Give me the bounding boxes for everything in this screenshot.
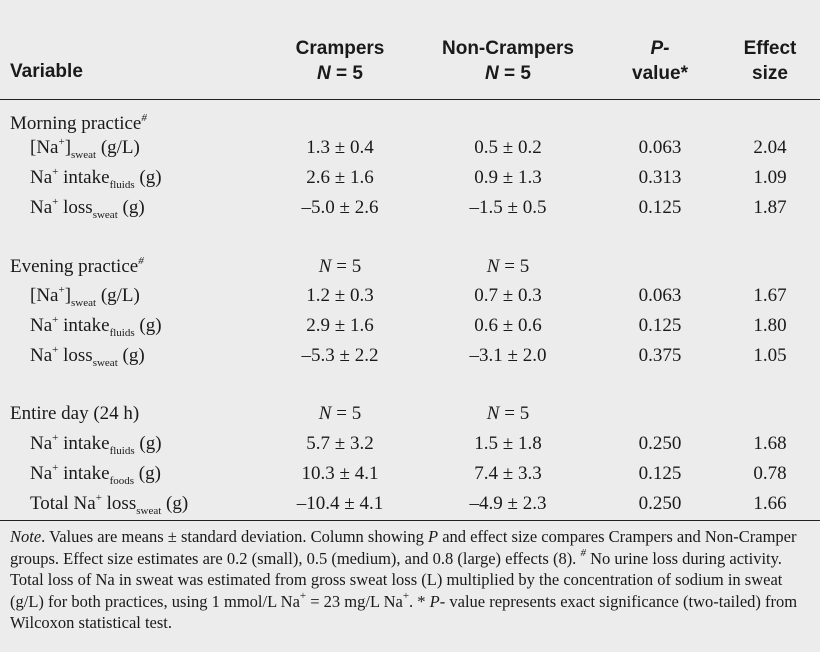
header-noncrampers-title: Non-Crampers (442, 38, 574, 59)
section-label: Entire day (24 h) (10, 403, 140, 424)
row-label: $[Na^+]_{sweat}$ (g/L) (30, 284, 140, 309)
cell-noncrampers: 0.5 ± 0.2 (474, 137, 542, 158)
cell-effect-size: 1.09 (753, 167, 787, 188)
table-row (0, 193, 820, 223)
header-noncrampers-n: N = 5 (485, 63, 531, 84)
cell-noncrampers: –4.9 ± 2.3 (469, 493, 547, 514)
cell-pvalue: 0.063 (638, 137, 682, 158)
cell-noncrampers: 0.6 ± 0.6 (474, 315, 542, 336)
cell-effect-size: 1.67 (753, 285, 787, 306)
cell-crampers: –10.4 ± 4.1 (296, 493, 384, 514)
table-row (0, 311, 820, 341)
cell-effect-size: 0.78 (753, 463, 787, 484)
n-crampers: N = 5 (318, 403, 362, 424)
table-row (0, 459, 820, 489)
n-crampers: N = 5 (318, 256, 362, 277)
cell-effect-size: 1.68 (753, 433, 787, 454)
cell-crampers: 1.2 ± 0.3 (306, 285, 374, 306)
cell-pvalue: 0.125 (638, 315, 682, 336)
table-row (0, 133, 820, 163)
cell-noncrampers: 0.7 ± 0.3 (474, 285, 542, 306)
cell-crampers: –5.3 ± 2.2 (301, 345, 379, 366)
row-label: Na+ intake$_{fluids}$ (g) (30, 432, 162, 457)
row-label: Na+ intake$_{fluids}$ (g) (30, 314, 162, 339)
row-label: Na+ loss$_{sweat}$ (g) (30, 196, 145, 221)
header-effect-size (722, 36, 818, 86)
header-crampers (252, 36, 428, 86)
cell-crampers: –5.0 ± 2.6 (301, 197, 379, 218)
table-row (0, 489, 820, 519)
header-noncrampers (420, 36, 596, 86)
row-label: Na+ loss$_{sweat}$ (g) (30, 344, 145, 369)
section-label: Evening practice# (10, 255, 144, 277)
row-label: Total Na+ loss$_{sweat}$ (g) (30, 492, 189, 517)
cell-pvalue: 0.125 (638, 197, 682, 218)
table-row (0, 429, 820, 459)
n-noncrampers: N = 5 (486, 403, 530, 424)
cell-crampers: 2.9 ± 1.6 (306, 315, 374, 336)
section-evening (0, 252, 820, 282)
cell-noncrampers: 1.5 ± 1.8 (474, 433, 542, 454)
header-variable: Variable (10, 61, 83, 82)
cell-noncrampers: 7.4 ± 3.3 (474, 463, 542, 484)
header-crampers-n: N = 5 (317, 63, 363, 84)
cell-effect-size: 2.04 (753, 137, 787, 158)
header-p-sub: value* (632, 63, 688, 84)
section-entire-day (0, 399, 820, 429)
cell-crampers: 2.6 ± 1.6 (306, 167, 374, 188)
cell-crampers: 1.3 ± 0.4 (306, 137, 374, 158)
cell-pvalue: 0.250 (638, 493, 682, 514)
cell-effect-size: 1.87 (753, 197, 787, 218)
table-row (0, 163, 820, 193)
header-es-title: Effect (743, 38, 797, 59)
header-p-title: P- (650, 38, 670, 59)
header-crampers-title: Crampers (295, 38, 385, 59)
row-label: Na+ intake$_{foods}$ (g) (30, 462, 161, 487)
cell-pvalue: 0.375 (638, 345, 682, 366)
cell-effect-size: 1.80 (753, 315, 787, 336)
cell-pvalue: 0.313 (638, 167, 682, 188)
cell-pvalue: 0.250 (638, 433, 682, 454)
footer-rule (0, 520, 820, 521)
header-rule (0, 99, 820, 100)
cell-noncrampers: –3.1 ± 2.0 (469, 345, 547, 366)
cell-noncrampers: –1.5 ± 0.5 (469, 197, 547, 218)
cell-pvalue: 0.125 (638, 463, 682, 484)
cell-crampers: 5.7 ± 3.2 (306, 433, 374, 454)
row-label: $[Na^+]_{sweat}$ (g/L) (30, 136, 140, 161)
cell-noncrampers: 0.9 ± 1.3 (474, 167, 542, 188)
cell-pvalue: 0.063 (638, 285, 682, 306)
table-row (0, 341, 820, 371)
section-label: Morning practice# (10, 112, 147, 134)
table-note: Note. Values are means ± standard deviation. Column showing P and effect size compares Crampers and Non-Cramper groups. Effect size estimates are 0.2 (small), 0.5 (medium), and 0.8 (large) effects (8). # No urine loss during activity. Total loss of Na in sweat was estimated from gross sweat loss (L) multiplied by the concentration of sodium in sweat (g/L) for both practices, using 1 mmol/L Na+ = 23 mg/L Na+. * P- value represents exact significance (two-tailed) from Wilcoxon statistical test. (10, 527, 798, 632)
table-row (0, 281, 820, 311)
n-noncrampers: N = 5 (486, 256, 530, 277)
header-es-sub: size (752, 63, 788, 84)
cell-crampers: 10.3 ± 4.1 (301, 463, 379, 484)
cell-effect-size: 1.05 (753, 345, 787, 366)
cell-effect-size: 1.66 (753, 493, 787, 514)
header-pvalue (600, 36, 720, 86)
row-label: Na+ intake$_{fluids}$ (g) (30, 166, 162, 191)
